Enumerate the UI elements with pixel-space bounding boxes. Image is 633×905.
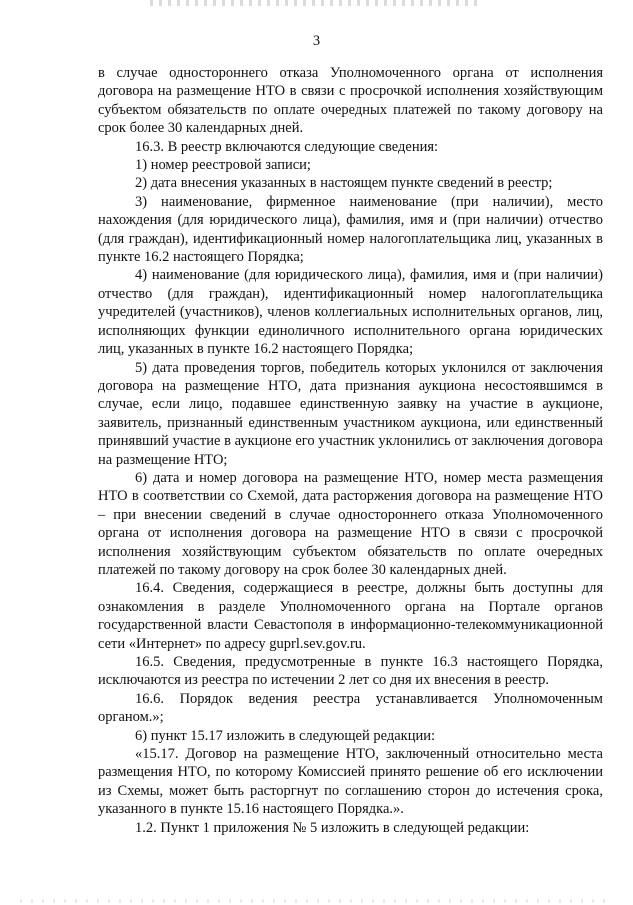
page-number: 3	[312, 33, 321, 49]
paragraph: 6) пункт 15.17 изложить в следующей редакции:	[135, 727, 435, 744]
paragraph: 6) дата и номер договора на размещение НТО, номер места размещения НТО в соответствии со Схемой, дата расторжения договора на размещение НТО – при внесении сведений в случае одностороннего отказа Уполномоченного органа от исполнения договора на размещение НТО в связи с просрочкой исполнения хозяйствующим субъектом обязательств по оплате очередных платежей по такому договору на срок более 30 календарных дней.	[98, 469, 603, 578]
paragraph: 1.2. Пункт 1 приложения № 5 изложить в следующей редакции:	[135, 819, 530, 836]
paragraph: 4) наименование (для юридического лица), фамилия, имя и (при наличии) отчество (для граждан), идентификационный номер налогоплательщика учредителей (участников), членов коллегиальных исполнительных органов, лиц, исполняющих функции единоличного исполнительного органа юридических лиц, указанных в пункте 16.2 настоящего Порядка;	[98, 267, 603, 358]
paragraph: 3) наименование, фирменное наименование (при наличии), место нахождения (для юридического лица), фамилия, имя и (при наличии) отчество (для граждан), идентификационный номер налогоплательщика лиц, указанных в пункте 16.2 настоящего Порядка;	[98, 193, 603, 266]
paragraph: 16.5. Сведения, предусмотренные в пункте 16.3 настоящего Порядка, исключаются из реестра по истечении 2 лет со дня их внесения в реестр.	[98, 654, 603, 689]
paragraph: 16.4. Сведения, содержащиеся в реестре, должны быть доступны для ознакомления в разделе Уполномоченного органа на Портале органов государственной власти Севастополя в информационно-телекоммуникационной сети «Интернет» по адресу guprl.sev.gov.ru.	[98, 580, 603, 652]
paragraph: 16.6. Порядок ведения реестра устанавливается Уполномоченным органом.»;	[98, 690, 603, 726]
paragraph: 16.3. В реестр включаются следующие сведения:	[135, 138, 439, 155]
scan-artifact-bottom	[20, 899, 610, 903]
paragraph: «15.17. Договор на размещение НТО, заключенный относительно места размещения НТО, по которому Комиссией принято решение об его исключении из Схемы, может быть расторгнут по соглашению сторон до истечения срока, указанного в пункте 15.16 настоящего Порядка.».	[98, 746, 603, 818]
paragraph: 2) дата внесения указанных в настоящем пункте сведений в реестр;	[135, 175, 553, 192]
scan-artifact-top	[150, 0, 480, 6]
document-body	[98, 64, 603, 837]
paragraph: 1) номер реестровой записи;	[135, 157, 311, 174]
paragraph: 5) дата проведения торгов, победитель которых уклонился от заключения договора на размещение НТО, дата признания аукциона несостоявшимся в случае, если лицо, подавшее единственную заявку на участие в аукционе, заявитель, признанный единственным участником аукциона, или единственный принявший участие в аукционе его участник уклонились от заключения договора на размещение НТО;	[98, 359, 603, 468]
paragraph: в случае одностороннего отказа Уполномоченного органа от исполнения договора на размещение НТО в связи с просрочкой исполнения хозяйствующим субъектом обязательств по оплате очередных платежей по такому договору на срок более 30 календарных дней.	[98, 65, 603, 137]
